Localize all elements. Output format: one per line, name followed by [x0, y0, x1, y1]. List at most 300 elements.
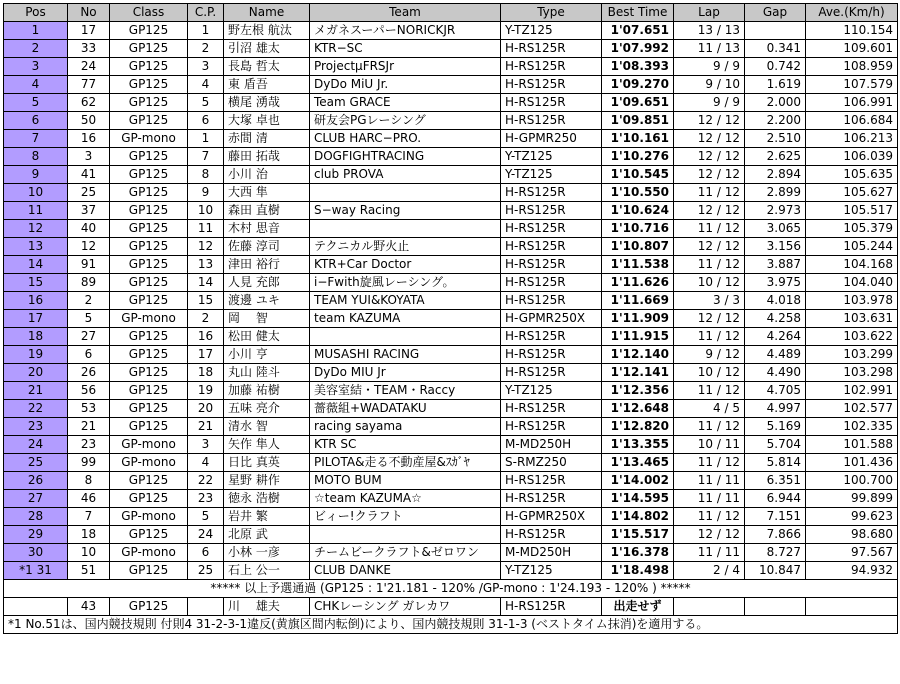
cell-name: 藤田 拓哉	[224, 148, 310, 166]
cell-ave: 99.623	[806, 508, 898, 526]
cell-lap: 11 / 12	[674, 256, 745, 274]
cell-type: H-RS125R	[501, 418, 602, 436]
cell-lap: 9 / 12	[674, 346, 745, 364]
cell-gap: 5.814	[745, 454, 806, 472]
cell-class: GP125	[110, 238, 188, 256]
cell-lap: 11 / 13	[674, 40, 745, 58]
cell-ave: 104.168	[806, 256, 898, 274]
dns-class: GP125	[110, 598, 188, 616]
cell-gap: 2.899	[745, 184, 806, 202]
cell-no: 8	[68, 472, 110, 490]
cell-lap: 2 / 4	[674, 562, 745, 580]
cell-ave: 105.379	[806, 220, 898, 238]
cell-type: H-RS125R	[501, 346, 602, 364]
cell-ave: 106.684	[806, 112, 898, 130]
qualify-note-row	[4, 580, 898, 598]
cell-name: 加藤 祐樹	[224, 382, 310, 400]
cell-pos: 26	[4, 472, 68, 490]
cell-cp: 7	[188, 148, 224, 166]
cell-pos: 3	[4, 58, 68, 76]
cell-cp: 25	[188, 562, 224, 580]
results-sheet	[3, 3, 897, 634]
cell-gap: 2.000	[745, 94, 806, 112]
cell-lap: 12 / 12	[674, 166, 745, 184]
cell-no: 77	[68, 76, 110, 94]
cell-team: KTR SC	[310, 436, 501, 454]
cell-ave: 103.622	[806, 328, 898, 346]
cell-best: 1'10.550	[602, 184, 674, 202]
cell-type: H-RS125R	[501, 94, 602, 112]
cell-type: Y-TZ125	[501, 562, 602, 580]
table-row	[4, 40, 898, 58]
cell-gap: 2.200	[745, 112, 806, 130]
cell-name: 森田 直樹	[224, 202, 310, 220]
cell-team: ビィー!クラフト	[310, 508, 501, 526]
cell-pos: 2	[4, 40, 68, 58]
cell-name: 北原 武	[224, 526, 310, 544]
cell-ave: 102.577	[806, 400, 898, 418]
cell-gap: 3.065	[745, 220, 806, 238]
cell-type: H-RS125R	[501, 184, 602, 202]
cell-cp: 10	[188, 202, 224, 220]
cell-no: 10	[68, 544, 110, 562]
table-row	[4, 526, 898, 544]
cell-cp: 4	[188, 454, 224, 472]
cell-no: 41	[68, 166, 110, 184]
cell-team: 研友会PGレーシング	[310, 112, 501, 130]
cell-pos: 10	[4, 184, 68, 202]
cell-team: メガネスーパーNORICKJR	[310, 22, 501, 40]
cell-cp: 20	[188, 400, 224, 418]
table-row	[4, 274, 898, 292]
cell-team: team KAZUMA	[310, 310, 501, 328]
cell-best: 1'09.851	[602, 112, 674, 130]
cell-name: 矢作 隼人	[224, 436, 310, 454]
cell-cp: 5	[188, 94, 224, 112]
cell-pos: 20	[4, 364, 68, 382]
cell-gap: 3.156	[745, 238, 806, 256]
cell-ave: 102.335	[806, 418, 898, 436]
cell-pos: 22	[4, 400, 68, 418]
table-row	[4, 166, 898, 184]
cell-ave: 101.588	[806, 436, 898, 454]
cell-type: Y-TZ125	[501, 148, 602, 166]
cell-class: GP-mono	[110, 454, 188, 472]
cell-best: 1'11.538	[602, 256, 674, 274]
table-row	[4, 202, 898, 220]
cell-team: CLUB HARC−PRO.	[310, 130, 501, 148]
cell-best: 1'14.595	[602, 490, 674, 508]
cell-name: 横尾 湧哉	[224, 94, 310, 112]
cell-type: H-RS125R	[501, 220, 602, 238]
cell-gap: 0.742	[745, 58, 806, 76]
cell-ave: 99.899	[806, 490, 898, 508]
cell-cp: 17	[188, 346, 224, 364]
table-row	[4, 508, 898, 526]
cell-name: 津田 裕行	[224, 256, 310, 274]
cell-best: 1'12.648	[602, 400, 674, 418]
table-row	[4, 382, 898, 400]
cell-type: H-GPMR250X	[501, 310, 602, 328]
cell-pos: 6	[4, 112, 68, 130]
col-header-name: Name	[224, 4, 310, 22]
col-header-class: Class	[110, 4, 188, 22]
cell-ave: 94.932	[806, 562, 898, 580]
cell-type: H-RS125R	[501, 76, 602, 94]
cell-lap: 11 / 12	[674, 184, 745, 202]
cell-class: GP125	[110, 112, 188, 130]
cell-team: DyDo MIU Jr	[310, 364, 501, 382]
col-header-no: No	[68, 4, 110, 22]
cell-gap: 6.351	[745, 472, 806, 490]
cell-name: 松田 健太	[224, 328, 310, 346]
cell-class: GP125	[110, 364, 188, 382]
cell-type: Y-TZ125	[501, 382, 602, 400]
cell-no: 12	[68, 238, 110, 256]
cell-lap: 10 / 12	[674, 274, 745, 292]
table-row	[4, 436, 898, 454]
dns-name: 川 雄夫	[224, 598, 310, 616]
cell-team: 薔薇組+WADATAKU	[310, 400, 501, 418]
cell-lap: 12 / 12	[674, 310, 745, 328]
table-row	[4, 130, 898, 148]
table-row	[4, 112, 898, 130]
cell-best: 1'10.624	[602, 202, 674, 220]
cell-no: 53	[68, 400, 110, 418]
cell-gap: 7.866	[745, 526, 806, 544]
cell-pos: 18	[4, 328, 68, 346]
cell-no: 99	[68, 454, 110, 472]
col-header-cp: C.P.	[188, 4, 224, 22]
cell-class: GP125	[110, 472, 188, 490]
table-row	[4, 238, 898, 256]
cell-lap: 12 / 12	[674, 238, 745, 256]
cell-no: 3	[68, 148, 110, 166]
cell-no: 24	[68, 58, 110, 76]
cell-class: GP125	[110, 40, 188, 58]
table-row	[4, 292, 898, 310]
cell-gap: 2.973	[745, 202, 806, 220]
col-header-team: Team	[310, 4, 501, 22]
cell-ave: 103.978	[806, 292, 898, 310]
cell-ave: 106.213	[806, 130, 898, 148]
col-header-best-time: Best Time	[602, 4, 674, 22]
cell-ave: 105.635	[806, 166, 898, 184]
dns-row	[4, 598, 898, 616]
table-row	[4, 328, 898, 346]
cell-class: GP125	[110, 400, 188, 418]
cell-no: 56	[68, 382, 110, 400]
cell-no: 37	[68, 202, 110, 220]
cell-no: 6	[68, 346, 110, 364]
cell-type: Y-TZ125	[501, 22, 602, 40]
cell-type: H-RS125R	[501, 364, 602, 382]
cell-type: H-RS125R	[501, 292, 602, 310]
cell-team: ProjectμFRSJr	[310, 58, 501, 76]
cell-lap: 12 / 12	[674, 202, 745, 220]
cell-no: 33	[68, 40, 110, 58]
dns-team: CHKレーシング ガレカワ	[310, 598, 501, 616]
cell-name: 渡邊 ユキ	[224, 292, 310, 310]
cell-gap: 7.151	[745, 508, 806, 526]
cell-team	[310, 526, 501, 544]
cell-cp: 6	[188, 544, 224, 562]
cell-ave: 103.298	[806, 364, 898, 382]
cell-name: 徳永 浩樹	[224, 490, 310, 508]
table-row	[4, 562, 898, 580]
cell-lap: 11 / 11	[674, 490, 745, 508]
cell-lap: 11 / 11	[674, 472, 745, 490]
cell-cp: 5	[188, 508, 224, 526]
cell-gap: 2.510	[745, 130, 806, 148]
cell-best: 1'11.915	[602, 328, 674, 346]
cell-class: GP125	[110, 328, 188, 346]
cell-team: MUSASHI RACING	[310, 346, 501, 364]
cell-no: 5	[68, 310, 110, 328]
cell-pos: 8	[4, 148, 68, 166]
table-row	[4, 544, 898, 562]
cell-team: CLUB DANKE	[310, 562, 501, 580]
cell-lap: 12 / 12	[674, 130, 745, 148]
cell-team: racing sayama	[310, 418, 501, 436]
cell-type: Y-TZ125	[501, 166, 602, 184]
cell-team: DyDo MiU Jr.	[310, 76, 501, 94]
cell-cp: 19	[188, 382, 224, 400]
cell-name: 赤間 清	[224, 130, 310, 148]
footnote-row	[4, 616, 898, 634]
dns-type: H-RS125R	[501, 598, 602, 616]
cell-ave: 105.517	[806, 202, 898, 220]
cell-class: GP-mono	[110, 436, 188, 454]
cell-name: 人見 充郎	[224, 274, 310, 292]
cell-best: 1'12.141	[602, 364, 674, 382]
cell-type: M-MD250H	[501, 436, 602, 454]
cell-name: 星野 耕作	[224, 472, 310, 490]
cell-name: 大塚 卓也	[224, 112, 310, 130]
cell-type: H-RS125R	[501, 490, 602, 508]
cell-cp: 11	[188, 220, 224, 238]
cell-lap: 9 / 10	[674, 76, 745, 94]
cell-lap: 10 / 11	[674, 436, 745, 454]
cell-best: 1'13.355	[602, 436, 674, 454]
dns-cp	[188, 598, 224, 616]
cell-best: 1'07.651	[602, 22, 674, 40]
cell-team	[310, 184, 501, 202]
table-row	[4, 310, 898, 328]
cell-type: H-RS125R	[501, 328, 602, 346]
cell-cp: 2	[188, 40, 224, 58]
cell-gap: 8.727	[745, 544, 806, 562]
cell-pos: 12	[4, 220, 68, 238]
cell-name: 野左根 航汰	[224, 22, 310, 40]
cell-class: GP125	[110, 58, 188, 76]
dns-best: 出走せず	[602, 598, 674, 616]
table-row	[4, 220, 898, 238]
cell-pos: 4	[4, 76, 68, 94]
cell-name: 佐藤 淳司	[224, 238, 310, 256]
cell-lap: 11 / 11	[674, 544, 745, 562]
cell-cp: 14	[188, 274, 224, 292]
cell-name: 大西 隼	[224, 184, 310, 202]
col-header-type: Type	[501, 4, 602, 22]
dns-lap	[674, 598, 745, 616]
cell-lap: 12 / 12	[674, 148, 745, 166]
cell-ave: 101.436	[806, 454, 898, 472]
cell-gap: 0.341	[745, 40, 806, 58]
cell-no: 2	[68, 292, 110, 310]
cell-lap: 13 / 13	[674, 22, 745, 40]
cell-name: 日比 真英	[224, 454, 310, 472]
cell-team	[310, 220, 501, 238]
cell-lap: 11 / 12	[674, 508, 745, 526]
cell-ave: 106.991	[806, 94, 898, 112]
cell-best: 1'13.465	[602, 454, 674, 472]
cell-best: 1'12.140	[602, 346, 674, 364]
cell-class: GP125	[110, 76, 188, 94]
cell-team: DOGFIGHTRACING	[310, 148, 501, 166]
table-row	[4, 454, 898, 472]
cell-best: 1'12.356	[602, 382, 674, 400]
cell-class: GP125	[110, 202, 188, 220]
cell-no: 21	[68, 418, 110, 436]
cell-cp: 12	[188, 238, 224, 256]
cell-type: H-RS125R	[501, 274, 602, 292]
cell-pos: 11	[4, 202, 68, 220]
cell-pos: 24	[4, 436, 68, 454]
cell-cp: 3	[188, 436, 224, 454]
cell-no: 27	[68, 328, 110, 346]
cell-class: GP125	[110, 490, 188, 508]
table-row	[4, 346, 898, 364]
cell-type: H-RS125R	[501, 238, 602, 256]
cell-team	[310, 328, 501, 346]
cell-no: 7	[68, 508, 110, 526]
cell-pos: 21	[4, 382, 68, 400]
cell-team: S−way Racing	[310, 202, 501, 220]
cell-pos: 1	[4, 22, 68, 40]
cell-team: club PROVA	[310, 166, 501, 184]
cell-no: 25	[68, 184, 110, 202]
cell-class: GP125	[110, 166, 188, 184]
cell-gap: 1.619	[745, 76, 806, 94]
cell-cp: 4	[188, 76, 224, 94]
cell-cp: 22	[188, 472, 224, 490]
cell-class: GP125	[110, 220, 188, 238]
cell-no: 17	[68, 22, 110, 40]
cell-class: GP125	[110, 256, 188, 274]
cell-lap: 11 / 12	[674, 418, 745, 436]
cell-gap: 4.018	[745, 292, 806, 310]
cell-lap: 11 / 12	[674, 328, 745, 346]
cell-type: H-RS125R	[501, 58, 602, 76]
cell-type: H-RS125R	[501, 256, 602, 274]
cell-name: 小川 治	[224, 166, 310, 184]
cell-lap: 3 / 3	[674, 292, 745, 310]
cell-best: 1'07.992	[602, 40, 674, 58]
cell-pos: 28	[4, 508, 68, 526]
cell-class: GP125	[110, 292, 188, 310]
cell-class: GP-mono	[110, 310, 188, 328]
cell-name: 清水 智	[224, 418, 310, 436]
cell-cp: 15	[188, 292, 224, 310]
cell-pos: *1 31	[4, 562, 68, 580]
cell-gap: 10.847	[745, 562, 806, 580]
cell-name: 石上 公一	[224, 562, 310, 580]
cell-ave: 107.579	[806, 76, 898, 94]
cell-ave: 105.244	[806, 238, 898, 256]
cell-team: i−Fwith旋風レーシング。	[310, 274, 501, 292]
cell-team: チームビークラフト&ゼロワン	[310, 544, 501, 562]
cell-pos: 7	[4, 130, 68, 148]
cell-gap: 5.704	[745, 436, 806, 454]
cell-type: H-RS125R	[501, 472, 602, 490]
cell-class: GP125	[110, 184, 188, 202]
cell-best: 1'12.820	[602, 418, 674, 436]
cell-type: M-MD250H	[501, 544, 602, 562]
cell-ave: 109.601	[806, 40, 898, 58]
table-row	[4, 94, 898, 112]
cell-name: 五味 亮介	[224, 400, 310, 418]
cell-ave: 102.991	[806, 382, 898, 400]
cell-gap: 4.997	[745, 400, 806, 418]
cell-no: 51	[68, 562, 110, 580]
table-row	[4, 490, 898, 508]
cell-type: H-RS125R	[501, 400, 602, 418]
cell-best: 1'10.716	[602, 220, 674, 238]
cell-best: 1'11.626	[602, 274, 674, 292]
cell-gap: 4.705	[745, 382, 806, 400]
cell-pos: 25	[4, 454, 68, 472]
cell-cp: 1	[188, 22, 224, 40]
cell-class: GP-mono	[110, 508, 188, 526]
cell-cp: 16	[188, 328, 224, 346]
cell-pos: 17	[4, 310, 68, 328]
cell-best: 1'18.498	[602, 562, 674, 580]
cell-pos: 23	[4, 418, 68, 436]
cell-best: 1'16.378	[602, 544, 674, 562]
table-row	[4, 22, 898, 40]
table-row	[4, 76, 898, 94]
cell-ave: 97.567	[806, 544, 898, 562]
cell-name: 小川 亨	[224, 346, 310, 364]
table-row	[4, 400, 898, 418]
cell-type: H-GPMR250	[501, 130, 602, 148]
cell-best: 1'14.802	[602, 508, 674, 526]
cell-cp: 21	[188, 418, 224, 436]
cell-name: 引沼 雄太	[224, 40, 310, 58]
cell-gap: 3.975	[745, 274, 806, 292]
cell-name: 東 盾吾	[224, 76, 310, 94]
cell-ave: 98.680	[806, 526, 898, 544]
table-row	[4, 472, 898, 490]
cell-team: Team GRACE	[310, 94, 501, 112]
col-header-ave: Ave.(Km/h)	[806, 4, 898, 22]
cell-class: GP-mono	[110, 544, 188, 562]
cell-class: GP125	[110, 22, 188, 40]
cell-ave: 106.039	[806, 148, 898, 166]
cell-team: PILOTA&走る不動産屋&ｽｶﾞﾔ	[310, 454, 501, 472]
table-row	[4, 418, 898, 436]
cell-class: GP125	[110, 148, 188, 166]
cell-class: GP125	[110, 274, 188, 292]
cell-lap: 9 / 9	[674, 58, 745, 76]
cell-ave: 103.299	[806, 346, 898, 364]
table-row	[4, 184, 898, 202]
cell-name: 岡 智	[224, 310, 310, 328]
cell-ave: 108.959	[806, 58, 898, 76]
cell-class: GP125	[110, 382, 188, 400]
cell-best: 1'10.807	[602, 238, 674, 256]
